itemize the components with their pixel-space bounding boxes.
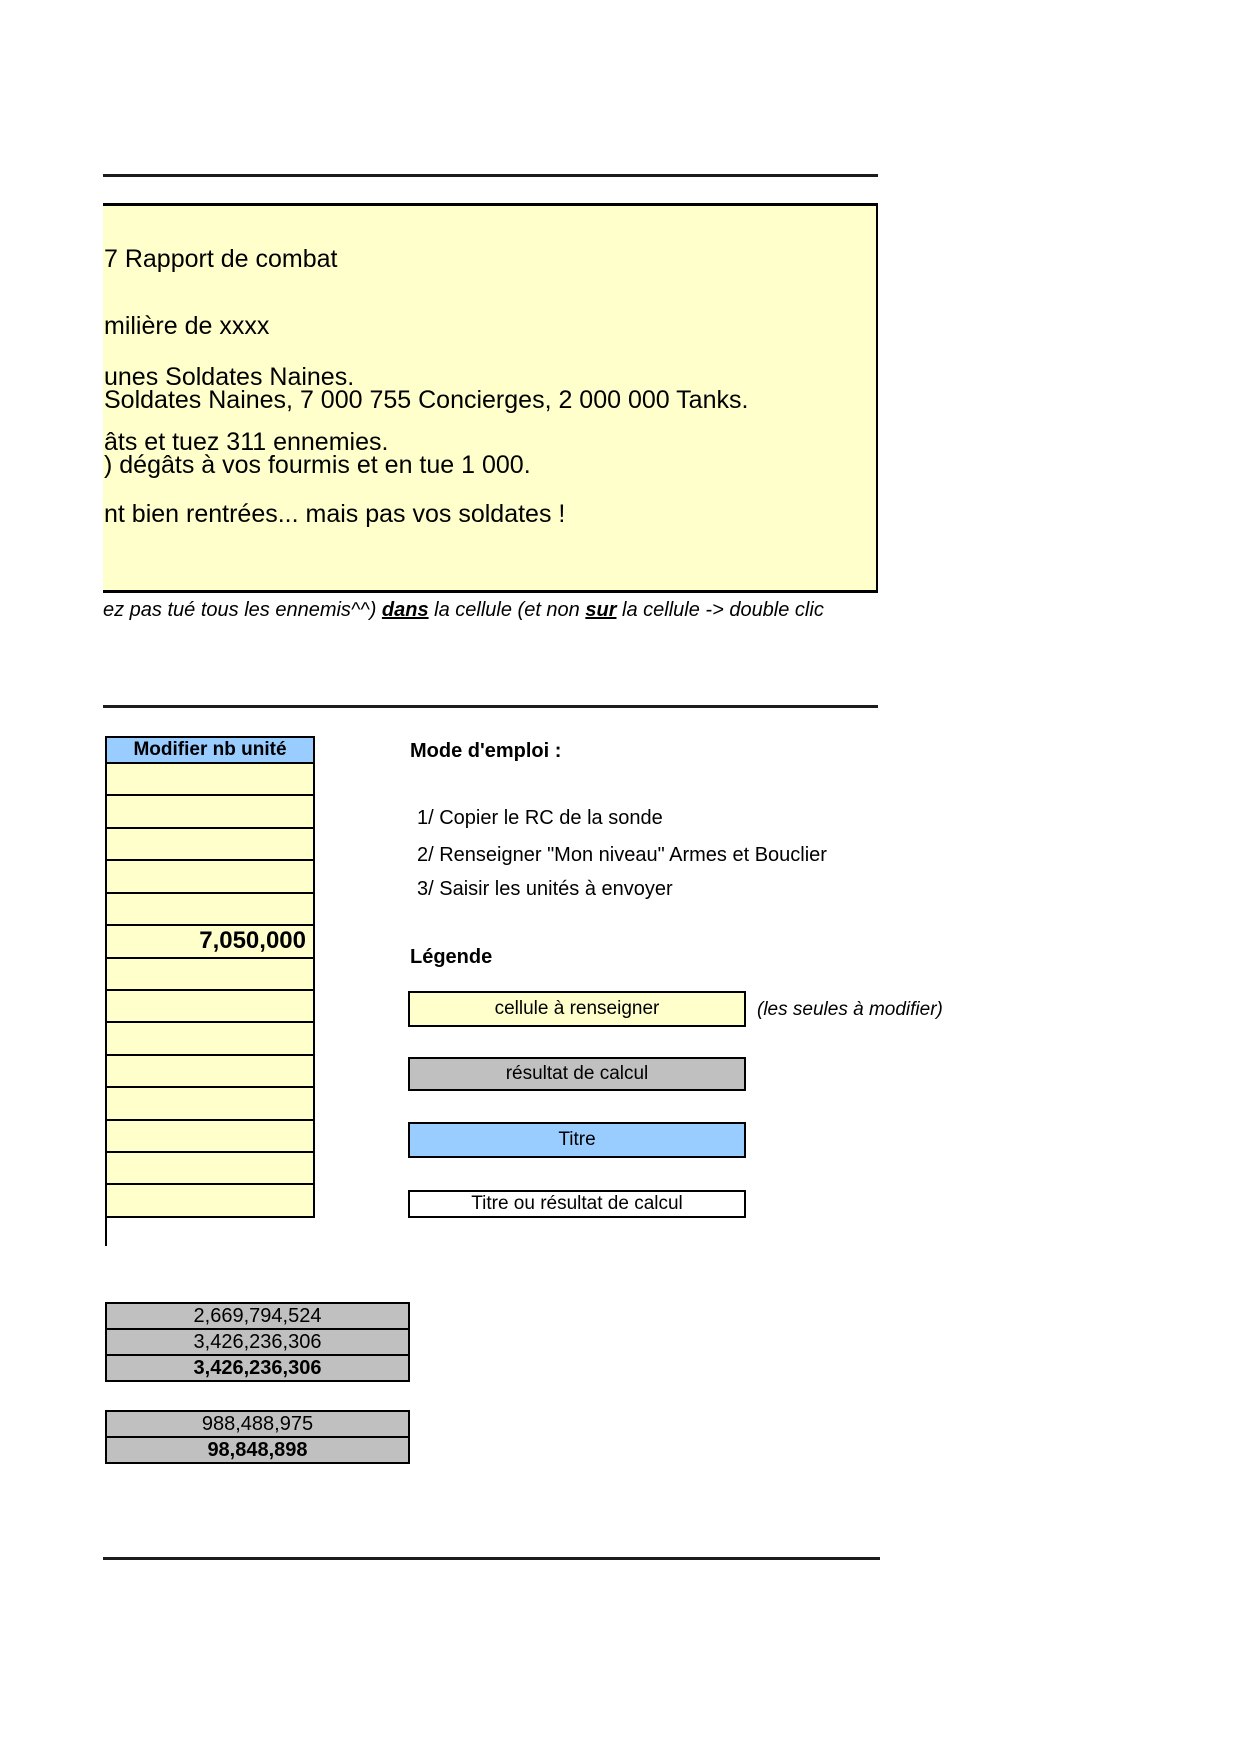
note-emphasis-dans: dans	[381, 599, 429, 621]
report-line: milière de xxxx	[104, 312, 270, 340]
horizontal-rule-bottom	[103, 1557, 880, 1560]
table-edge-tick	[105, 1218, 107, 1246]
unit-table-header: Modifier nb unité	[107, 738, 313, 764]
unit-input-cell[interactable]	[107, 829, 313, 861]
unit-input-cell[interactable]	[107, 796, 313, 828]
unit-input-cell[interactable]	[107, 894, 313, 926]
instruction-step-1: 1/ Copier le RC de la sonde	[417, 807, 663, 829]
result-value: 2,669,794,524	[193, 1304, 322, 1327]
report-line: unes Soldates Naines.	[104, 363, 355, 391]
legend-item-label: Titre	[558, 1129, 596, 1150]
note-text: ez pas tué tous les ennemis^^)	[103, 599, 382, 621]
horizontal-rule-middle	[103, 705, 878, 708]
legend-aside-note: (les seules à modifier)	[757, 999, 943, 1020]
result-cell	[107, 1438, 408, 1462]
unit-input-cell[interactable]	[107, 861, 313, 893]
combat-report-cell	[103, 203, 878, 593]
unit-table-body	[107, 764, 313, 1216]
result-box-1	[105, 1302, 410, 1382]
result-cell	[107, 1330, 408, 1356]
report-line: 7 Rapport de combat	[104, 245, 338, 273]
result-value: 988,488,975	[201, 1412, 314, 1435]
usage-note	[103, 598, 824, 622]
legend-item-label: cellule à renseigner	[494, 998, 660, 1019]
report-line: ) dégâts à vos fourmis et en tue 1 000.	[104, 451, 531, 479]
result-cell	[107, 1412, 408, 1438]
result-cell	[107, 1356, 408, 1380]
note-text: la cellule (et non	[428, 599, 586, 621]
result-box-2	[105, 1410, 410, 1464]
unit-entry-table	[105, 736, 315, 1218]
report-line: Soldates Naines, 7 000 755 Concierges, 2 000 000 Tanks.	[104, 386, 749, 414]
unit-input-cell[interactable]	[107, 1121, 313, 1153]
result-cell	[107, 1304, 408, 1330]
result-value: 3,426,236,306	[193, 1356, 322, 1379]
legend-item-label: Titre ou résultat de calcul	[471, 1193, 683, 1214]
legend-item-title-or-result	[408, 1190, 746, 1218]
report-line: âts et tuez 311 ennemies.	[104, 428, 389, 456]
unit-input-cell[interactable]	[107, 1023, 313, 1055]
unit-input-cell[interactable]	[107, 1185, 313, 1215]
legend-item-label: résultat de calcul	[505, 1063, 649, 1084]
instructions-title: Mode d'emploi :	[410, 740, 562, 762]
unit-input-cell[interactable]	[107, 926, 313, 958]
legend-item-input-cell	[408, 991, 746, 1027]
legend-item-title	[408, 1122, 746, 1158]
horizontal-rule-top	[103, 174, 878, 177]
result-value: 98,848,898	[207, 1438, 308, 1461]
report-line: nt bien rentrées... mais pas vos soldates !	[104, 500, 566, 528]
instruction-step-2: 2/ Renseigner "Mon niveau" Armes et Bouclier	[417, 844, 827, 866]
instruction-step-3: 3/ Saisir les unités à envoyer	[417, 878, 673, 900]
unit-input-cell[interactable]	[107, 959, 313, 991]
legend-title: Légende	[410, 946, 493, 968]
note-text: la cellule -> double clic	[616, 599, 824, 621]
unit-input-cell[interactable]	[107, 991, 313, 1023]
unit-input-cell[interactable]	[107, 1153, 313, 1185]
note-emphasis-sur: sur	[585, 599, 617, 621]
unit-input-cell[interactable]	[107, 764, 313, 796]
unit-input-cell[interactable]	[107, 1056, 313, 1088]
unit-input-cell[interactable]	[107, 1088, 313, 1120]
result-value: 3,426,236,306	[193, 1330, 322, 1353]
unit-cell-value: 7,050,000	[199, 927, 306, 955]
legend-item-calc-result	[408, 1057, 746, 1091]
